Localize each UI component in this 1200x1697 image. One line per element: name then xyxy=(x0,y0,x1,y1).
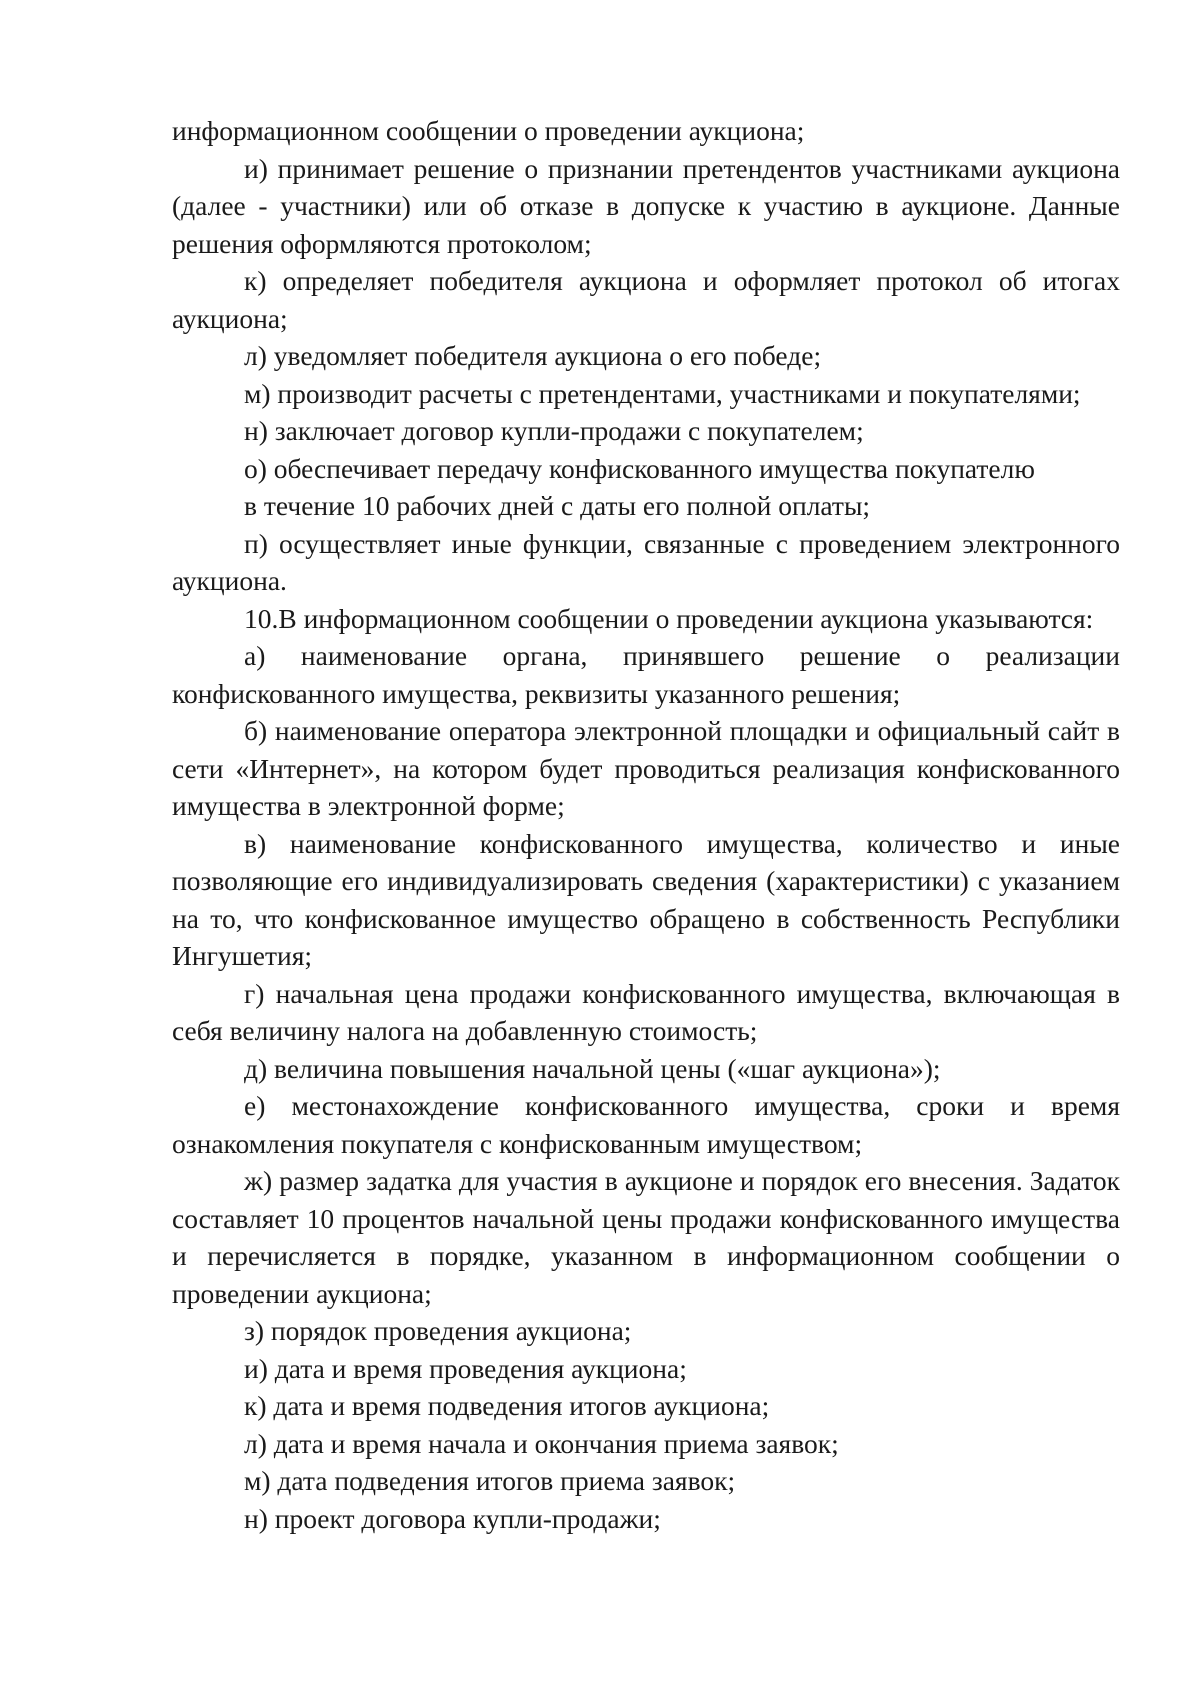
paragraph-item-i-admission-decision: и) принимает решение о признании претендентов участниками аукциона (далее - участники) или об отказе в допуске к участию в аукционе. Данные решения оформляются протоколом; xyxy=(172,152,1120,259)
paragraph-item-p-other-functions: п) осуществляет иные функции, связанные с проведением электронного аукциона. xyxy=(172,527,1120,596)
paragraph-item-z-procedure: з) порядок проведения аукциона; xyxy=(244,1315,632,1346)
paragraph-item-m-application-results: м) дата подведения итогов приема заявок; xyxy=(244,1465,736,1496)
paragraph-item-e-location: е) местонахождение конфискованного имущества, сроки и время ознакомления покупателя с конфискованным имуществом; xyxy=(172,1090,1120,1159)
paragraph-item-i-auction-date: и) дата и время проведения аукциона; xyxy=(244,1352,687,1384)
paragraph-item-b-operator: б) наименование оператора электронной площадки и официальный сайт в сети «Интернет», на котором будет проводиться реализация конфискованного имущества в электронной форме; xyxy=(172,715,1120,821)
paragraph-item-k-determine-winner: к) определяет победителя аукциона и оформляет протокол об итогах аукциона; xyxy=(172,265,1120,334)
paragraph-item-m-settlements: м) производит расчеты с претендентами, участниками и покупателями; xyxy=(244,377,1081,409)
document-page xyxy=(172,112,1120,1537)
paragraph-continuation: информационном сообщении о проведении аукциона; xyxy=(172,115,805,146)
paragraph-item-n-contract: н) заключает договор купли-продажи с покупателем; xyxy=(244,415,864,446)
paragraph-item-a-authority: а) наименование органа, принявшего решение о реализации конфискованного имущества, реквизиты указанного решения; xyxy=(172,640,1120,709)
paragraph-item-v-property-name: в) наименование конфискованного имущества, количество и иные позволяющие его индивидуализировать сведения (характеристики) с указанием на то, что конфискованное имущество обращено в собственность Республики Ингушетия; xyxy=(172,827,1120,971)
paragraph-item-g-starting-price: г) начальная цена продажи конфискованного имущества, включающая в себя величину налога на добавленную стоимость; xyxy=(172,977,1120,1046)
paragraph-item-n-draft-contract: н) проект договора купли-продажи; xyxy=(244,1502,661,1534)
paragraph-item-k-results-date: к) дата и время подведения итогов аукциона; xyxy=(244,1390,770,1421)
paragraph-section-10-heading: 10.В информационном сообщении о проведении аукциона указываются: xyxy=(244,602,1094,634)
paragraph-item-o-transfer: о) обеспечивает передачу конфискованного имущества покупателю xyxy=(244,452,1035,484)
paragraph-item-zh-deposit: ж) размер задатка для участия в аукционе и порядок его внесения. Задаток составляет 10 процентов начальной цены продажи конфискованного имущества и перечисляется в порядке, указанном в информационном сообщении о проведении аукциона; xyxy=(172,1165,1120,1309)
paragraph-item-l-notify-winner: л) уведомляет победителя аукциона о его победе; xyxy=(244,340,822,371)
paragraph-item-d-auction-step: д) величина повышения начальной цены («шаг аукциона»); xyxy=(244,1052,941,1084)
paragraph-item-o-transfer-term: в течение 10 рабочих дней с даты его полной оплаты; xyxy=(244,490,871,521)
paragraph-item-l-application-period: л) дата и время начала и окончания приема заявок; xyxy=(244,1427,839,1459)
